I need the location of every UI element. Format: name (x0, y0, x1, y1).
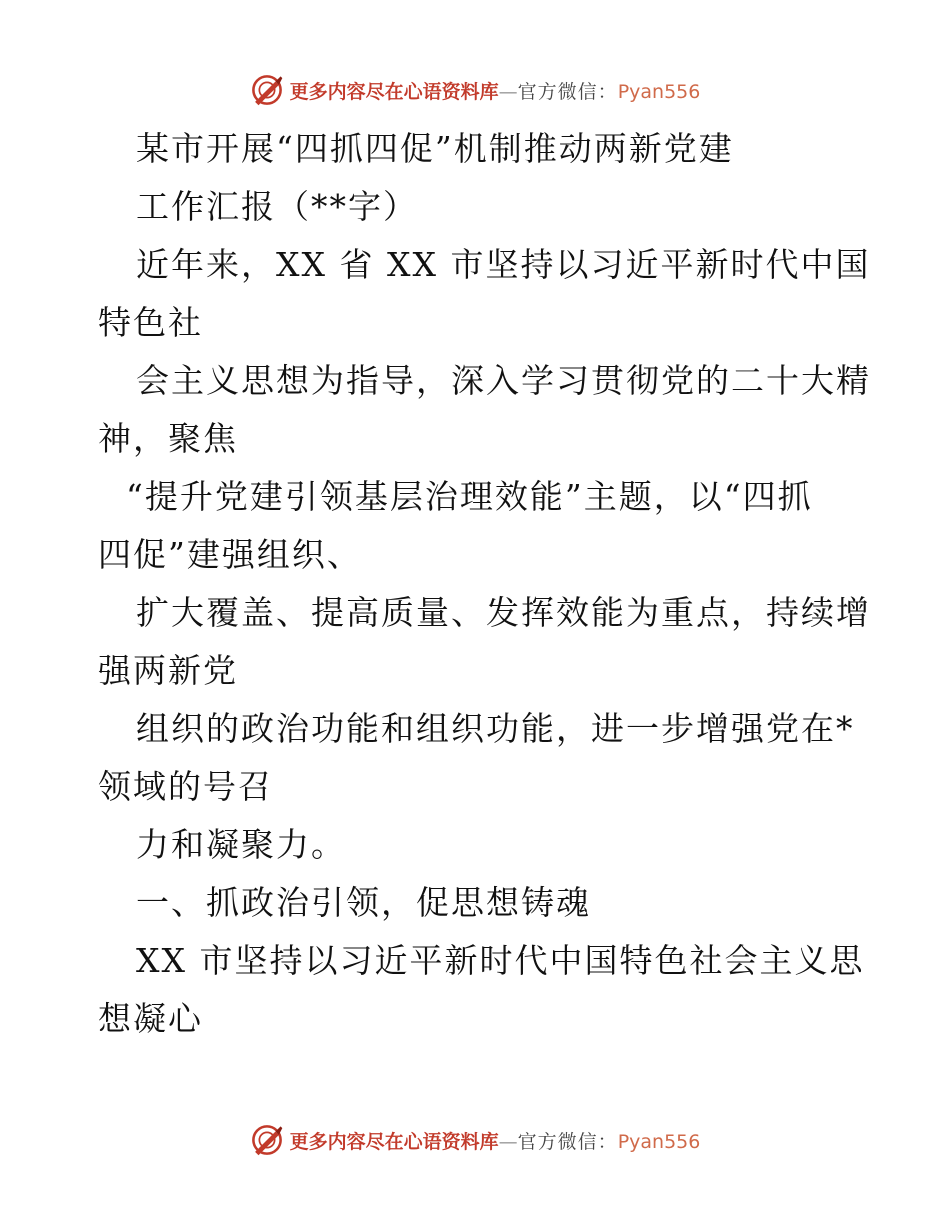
watermark-dash: — (498, 1130, 518, 1153)
paragraph-line: 神，聚焦 (98, 419, 238, 458)
watermark-text (290, 1127, 701, 1154)
paragraph-line: 强两新党 (98, 651, 238, 690)
paragraph-line: 组织的政治功能和组织功能，进一步增强党在* (136, 709, 855, 748)
paragraph-line: 力和凝聚力。 (136, 825, 346, 864)
pen-logo-icon (250, 73, 284, 107)
watermark-wechat-id: Pyan556 (617, 80, 701, 103)
watermark-brand: 更多内容尽在心语资料库 (289, 80, 499, 103)
watermark-banner-bottom (0, 1120, 950, 1160)
document-title-line-1: 某市开展“四抓四促”机制推动两新党建 (136, 129, 734, 168)
paragraph-line: 想凝心 (98, 999, 203, 1038)
watermark-brand: 更多内容尽在心语资料库 (289, 1130, 499, 1153)
watermark-wechat-label: 官方微信： (517, 80, 618, 103)
document-body (98, 120, 871, 1048)
pen-logo-icon (250, 1123, 284, 1157)
section-heading: 一、抓政治引领，促思想铸魂 (136, 883, 591, 922)
watermark-wechat-label: 官方微信： (517, 1130, 618, 1153)
paragraph-line: “提升党建引领基层治理效能”主题，以“四抓 (126, 477, 813, 516)
watermark-banner-top (0, 70, 950, 110)
watermark-text (290, 77, 701, 104)
paragraph-line: 领域的号召 (98, 767, 273, 806)
document-title-line-2: 工作汇报（**字） (136, 187, 418, 226)
paragraph-line: 特色社 (98, 303, 203, 342)
paragraph-line: 四促”建强组织、 (98, 535, 362, 574)
watermark-wechat-id: Pyan556 (617, 1130, 701, 1153)
watermark-dash: — (498, 80, 518, 103)
paragraph-line: 扩大覆盖、提高质量、发挥效能为重点，持续增 (136, 593, 871, 632)
paragraph-line: 会主义思想为指导，深入学习贯彻党的二十大精 (136, 361, 871, 400)
paragraph-line: 近年来，XX 省 XX 市坚持以习近平新时代中国 (136, 245, 871, 284)
paragraph-line: XX 市坚持以习近平新时代中国特色社会主义思 (136, 941, 865, 980)
